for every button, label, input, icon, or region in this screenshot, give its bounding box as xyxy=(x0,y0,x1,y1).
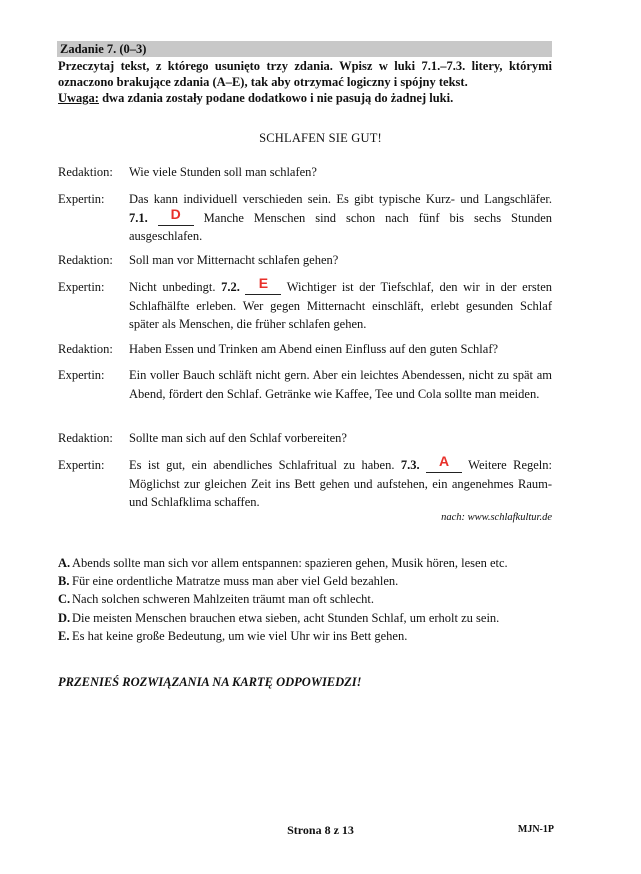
dialog-text-pre: Nicht unbedingt. xyxy=(129,280,222,294)
speaker-label: Expertin: xyxy=(58,458,105,472)
exam-code: MJN-1P xyxy=(517,824,554,835)
task-header: Zadanie 7. (0–3) xyxy=(57,41,552,57)
speaker-label: Expertin: xyxy=(58,368,105,382)
option-item xyxy=(58,554,552,572)
answer-gap-7-2[interactable] xyxy=(245,275,281,295)
dialog-text xyxy=(129,453,552,512)
note-label: Uwaga: xyxy=(58,91,99,105)
speaker-label: Expertin: xyxy=(58,280,105,294)
dialog-text-pre: Es ist gut, ein abendliches Schlafritual zu haben. xyxy=(129,458,401,472)
dialog-text: Haben Essen und Trinken am Abend einen Einfluss auf den guten Schlaf? xyxy=(129,342,499,356)
option-letter: C. xyxy=(58,592,71,607)
note-text: dwa zdania zostały podane dodatkowo i nie pasują do żadnej luki. xyxy=(98,91,454,105)
dialog-text: Sollte man sich auf den Schlaf vorbereiten? xyxy=(129,431,347,445)
option-text: Für eine ordentliche Matratze muss man aber viel Geld bezahlen. xyxy=(72,574,399,589)
dialog-text xyxy=(129,275,553,334)
instruction-text: Przeczytaj tekst, z którego usunięto trzy zdania. Wpisz w luki 7.1.–7.3. litery, którymi oznaczono brakujące zdania (A–E), tak aby otrzymać logiczny i spójny tekst. xyxy=(58,59,552,89)
speaker-label: Redaktion: xyxy=(58,431,113,445)
option-text: Abends sollte man sich vor allem entspannen: spazieren gehen, Musik hören, lesen etc. xyxy=(72,556,508,570)
gap-label: 7.3. xyxy=(400,458,420,472)
option-letter: E. xyxy=(58,628,70,643)
dialog-text: Wie viele Stunden soll man schlafen? xyxy=(129,165,317,179)
dialog-text-post: Weitere Regeln: Möglichst zur gleichen Zeit ins Bett gehen und aufstehen, ein angenehmes Raum- und Schlafklima schaffen. xyxy=(129,458,552,509)
option-item xyxy=(58,627,552,645)
instruction xyxy=(58,58,552,106)
option-letter: A. xyxy=(58,556,71,570)
option-text: Nach solchen schweren Mahlzeiten träumt man oft schlecht. xyxy=(72,592,374,607)
options-list xyxy=(58,554,552,645)
dialog-text: Soll man vor Mitternacht schlafen gehen? xyxy=(129,253,339,267)
option-item xyxy=(58,609,552,627)
page-number: Strona 8 z 13 xyxy=(287,823,354,837)
gap-label: 7.1. xyxy=(129,210,148,225)
option-letter: D. xyxy=(58,610,71,625)
source-citation: nach: www.schlafkultur.de xyxy=(441,512,552,523)
transfer-answers-notice: PRZENIEŚ ROZWIĄZANIA NA KARTĘ ODPOWIEDZI! xyxy=(58,675,362,689)
speaker-label: Redaktion: xyxy=(58,165,113,179)
option-text: Es hat keine große Bedeutung, um wie viel Uhr wir ins Bett gehen. xyxy=(72,628,408,643)
speaker-label: Expertin: xyxy=(58,192,105,206)
answer-letter: E xyxy=(258,275,269,291)
answer-letter: A xyxy=(438,453,450,469)
answer-gap-7-1[interactable] xyxy=(158,205,194,226)
dialog-text-pre: Das kann individuell verschieden sein. Es gibt typische Kurz- und Langschläfer. xyxy=(129,192,552,206)
answer-letter: D xyxy=(170,205,181,222)
dialog-text xyxy=(129,190,552,246)
option-item xyxy=(58,590,552,608)
text-title: SCHLAFEN SIE GUT! xyxy=(259,131,382,145)
speaker-label: Redaktion: xyxy=(58,253,113,267)
gap-label: 7.2. xyxy=(221,280,240,294)
dialog-text-post: Manche Menschen sind schon nach fünf bis sechs Stunden ausgeschlafen. xyxy=(129,210,552,243)
option-letter: B. xyxy=(58,574,70,589)
answer-gap-7-3[interactable] xyxy=(426,453,462,473)
option-item xyxy=(58,572,552,590)
dialog-text-post: Wichtiger ist der Tiefschlaf, den wir in der ersten Schlafhälfte erleben. Wer gegen Mitternacht einschläft, erlebt gesunden Schlaf später als Menschen, die früher schlafen gehen. xyxy=(129,280,553,331)
speaker-label: Redaktion: xyxy=(58,342,113,356)
dialog-text: Ein voller Bauch schläft nicht gern. Aber ein leichtes Abendessen, nicht zu spät am Abend, fördert den Schlaf. Getränke wie Kaffee, Tee und Cola sollte man meiden. xyxy=(129,368,552,401)
option-text: Die meisten Menschen brauchen etwa sieben, acht Stunden Schlaf, um erholt zu sein. xyxy=(72,610,500,625)
